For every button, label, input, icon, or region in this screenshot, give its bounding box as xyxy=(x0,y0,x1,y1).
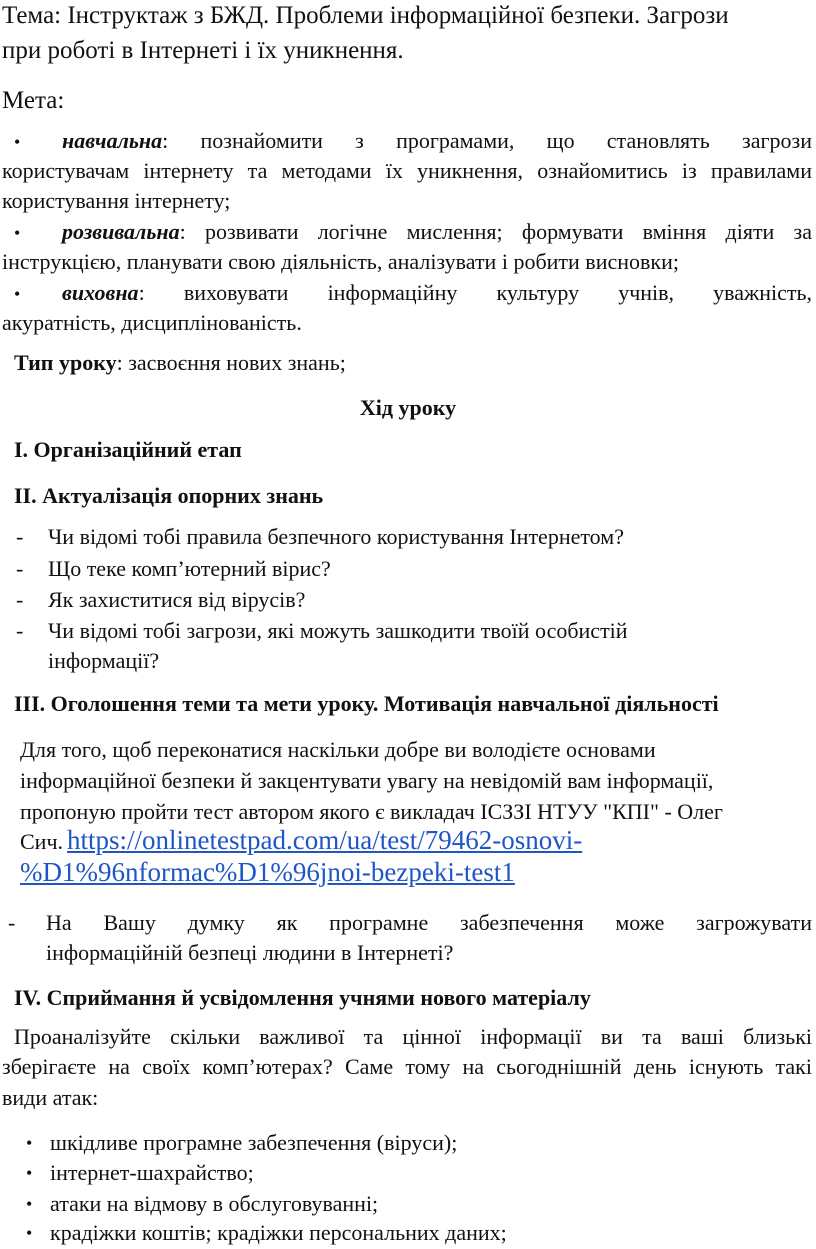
goal-upbringing: виховна: виховувати інформаційну культуру учнів, уважність, xyxy=(62,280,813,305)
analysis-line-2: зберігаєте на своїх комп’ютерах? Саме тому на сьогоднішній день існують такі xyxy=(2,1054,812,1079)
lesson-type xyxy=(14,350,346,376)
bullet-icon: • xyxy=(26,1194,33,1214)
goal-name: розвивальна xyxy=(62,219,180,244)
attack-item: інтернет-шахрайство; xyxy=(50,1160,254,1185)
goal-educational: навчальна: познайомити з програмами, що становлять загрози xyxy=(62,128,812,153)
dash-icon: - xyxy=(8,910,16,935)
goal-name: навчальна xyxy=(62,128,163,153)
motivation-line-3: пропоную пройти тест автором якого є викладач ІСЗЗІ НТУУ "КПІ" - Олег xyxy=(20,799,723,824)
question-item: Що теке комп’ютерний вірис? xyxy=(48,556,331,581)
motivation-line-1: Для того, щоб переконатися наскільки добре ви володієте основами xyxy=(20,737,656,762)
course-heading: Хід уроку xyxy=(359,395,457,420)
stage-4-heading: ІV. Сприймання й усвідомлення учнями нового матеріалу xyxy=(14,985,591,1010)
opinion-question: На Вашу думку як програмне забезпечення може загрожувати xyxy=(46,910,812,935)
goal-label: Мета: xyxy=(2,87,65,114)
goal-developmental: розвивальна: розвивати логічне мислення; формувати вміння діяти за xyxy=(62,219,812,244)
bullet-icon: • xyxy=(26,1163,33,1183)
dash-icon: - xyxy=(16,618,24,643)
test-link[interactable]: https://onlinetestpad.com/ua/test/79462-osnovi- xyxy=(67,825,583,855)
goal-developmental-cont: інструкцією, планувати свою діяльність, аналізувати і робити висновки; xyxy=(2,249,679,274)
lesson-type-value: : засвоєння нових знань; xyxy=(116,350,346,375)
goal-text: виховувати інформаційну культуру учнів, уважність, xyxy=(183,280,813,305)
question-item: Як захиститися від вірусів? xyxy=(48,587,306,612)
topic-line-1: Тема: Інструктаж з БЖД. Проблеми інформаційної безпеки. Загрози xyxy=(2,2,729,29)
analysis-line-1: Проаналізуйте скільки важливої та цінної інформації ви та ваші близькі xyxy=(14,1024,812,1049)
stage-3-heading: ІІІ. Оголошення теми та мети уроку. Мотивація навчальної діяльності xyxy=(14,691,719,716)
question-item: Чи відомі тобі загрози, які можуть зашкодити твоїй особистій xyxy=(48,618,628,643)
stage-1-heading: І. Організаційний етап xyxy=(14,437,242,462)
bullet-icon: • xyxy=(26,1223,33,1243)
stage-2-heading: ІІ. Актуалізація опорних знань xyxy=(14,483,324,508)
bullet-icon: • xyxy=(26,1133,33,1153)
lesson-type-label: Тип уроку xyxy=(14,350,117,375)
goal-educational-cont: користування інтернету; xyxy=(2,188,231,213)
analysis-line-3: види атак: xyxy=(2,1085,99,1110)
attack-item: атаки на відмову в обслуговуванні; xyxy=(50,1191,379,1216)
question-item: Чи відомі тобі правила безпечного користування Інтернетом? xyxy=(48,524,624,549)
topic-line-2: при роботі в Інтернеті і їх уникнення. xyxy=(2,37,404,64)
goal-name: виховна xyxy=(62,280,139,305)
goal-text: познайомити з програмами, що становлять загрози xyxy=(200,128,812,153)
bullet-icon: • xyxy=(14,284,21,304)
dash-icon: - xyxy=(16,587,24,612)
dash-icon: - xyxy=(16,556,24,581)
test-link-cont[interactable]: %D1%96nformac%D1%96jnoi-bezpeki-test1 xyxy=(20,857,515,887)
attack-item: шкідливе програмне забезпечення (віруси); xyxy=(50,1130,458,1155)
dash-icon: - xyxy=(16,524,24,549)
goal-educational-cont: користувачам інтернету та методами їх уникнення, ознайомитись із правилами xyxy=(2,158,812,183)
question-item-cont: інформації? xyxy=(48,648,160,673)
goal-text: розвивати логічне мислення; формувати вміння діяти за xyxy=(204,219,812,244)
opinion-question-cont: інформаційній безпеці людини в Інтернеті? xyxy=(46,940,454,965)
attack-item: крадіжки коштів; крадіжки персональних даних; xyxy=(50,1220,507,1245)
motivation-line-4 xyxy=(20,825,582,856)
motivation-line-2: інформаційної безпеки й закцентувати увагу на невідомій вам інформації, xyxy=(20,768,714,793)
bullet-icon: • xyxy=(14,223,21,243)
bullet-icon: • xyxy=(14,132,21,152)
goal-upbringing-cont: акуратність, дисциплінованість. xyxy=(2,310,302,335)
author-surname: Сич. xyxy=(20,829,64,854)
motivation-line-5 xyxy=(20,857,515,888)
